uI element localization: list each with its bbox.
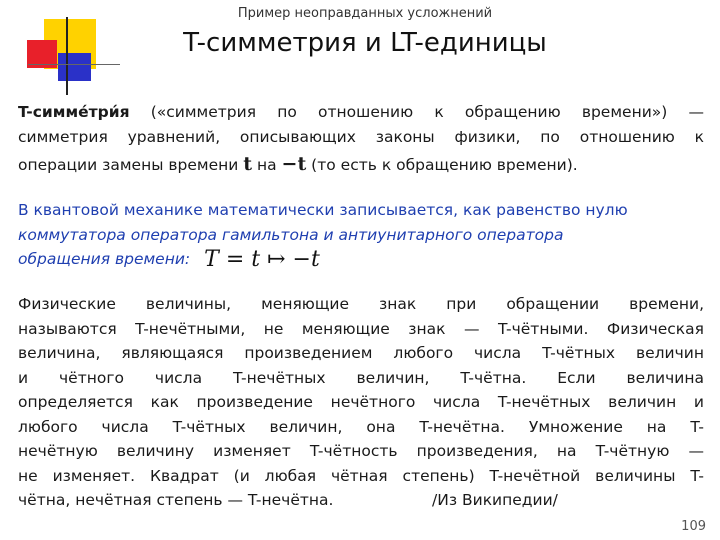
quantum-line-2: коммутатора оператора гамильтона и антиунитарного оператора [18, 225, 564, 244]
symbol-t: t [243, 153, 253, 175]
definition-line-1: T-симме́три́я («симметрия по отношению к обращению времени») — [18, 103, 704, 121]
parity-line: любого числа T-чётных величин, она T-нечётна. Умножение на T- [18, 417, 704, 436]
parity-line: Физические величины, меняющие знак при обращении времени, [18, 295, 704, 313]
definition-line-2: симметрия уравнений, описывающих законы физики, по отношению к [18, 127, 704, 146]
parity-line: нечётную величину изменяет T-чётность произведения, на T-чётную — [18, 442, 704, 460]
symbol-minus-t: −t [281, 153, 307, 175]
decorative-blue-square [58, 53, 91, 81]
page-number: 109 [681, 519, 706, 534]
slide-kicker: Пример неоправданных усложнений [237, 6, 493, 21]
quantum-paragraph [18, 198, 704, 273]
decorative-vertical-line [66, 17, 68, 95]
decorative-horizontal-line [28, 64, 120, 65]
term-t-symmetry: T-симме́три́я [18, 103, 130, 121]
parity-line: называются T-нечётными, не меняющие знак — T-чётными. Физическая [18, 319, 704, 338]
definition-line-3: операции замены времени t на −t (то есть к обращению времени). [18, 153, 578, 175]
time-reversal-formula: T = t ↦ −t [204, 247, 320, 272]
parity-line-source: чётна, нечётная степень — T-нечётна. /Из Википедии/ [18, 491, 558, 509]
parity-line: и чётного числа T-нечётных величин, T-чётна. Если величина [18, 368, 704, 387]
slide-title: T-симметрия и LT-единицы [183, 28, 547, 58]
definition-paragraph [18, 100, 704, 178]
parity-line: не изменяет. Квадрат (и любая чётная степень) T-нечётной величины T- [18, 466, 704, 485]
parity-paragraph [18, 292, 704, 513]
parity-line: определяется как произведение нечётного числа T-нечётных величин и [18, 393, 704, 411]
parity-line: величина, являющаяся произведением любого числа T-чётных величин [18, 344, 704, 362]
quantum-line-3: обращения времени: T = t ↦ −t [18, 247, 320, 272]
quantum-line-1: В квантовой механике математически записывается, как равенство нулю [18, 201, 628, 219]
